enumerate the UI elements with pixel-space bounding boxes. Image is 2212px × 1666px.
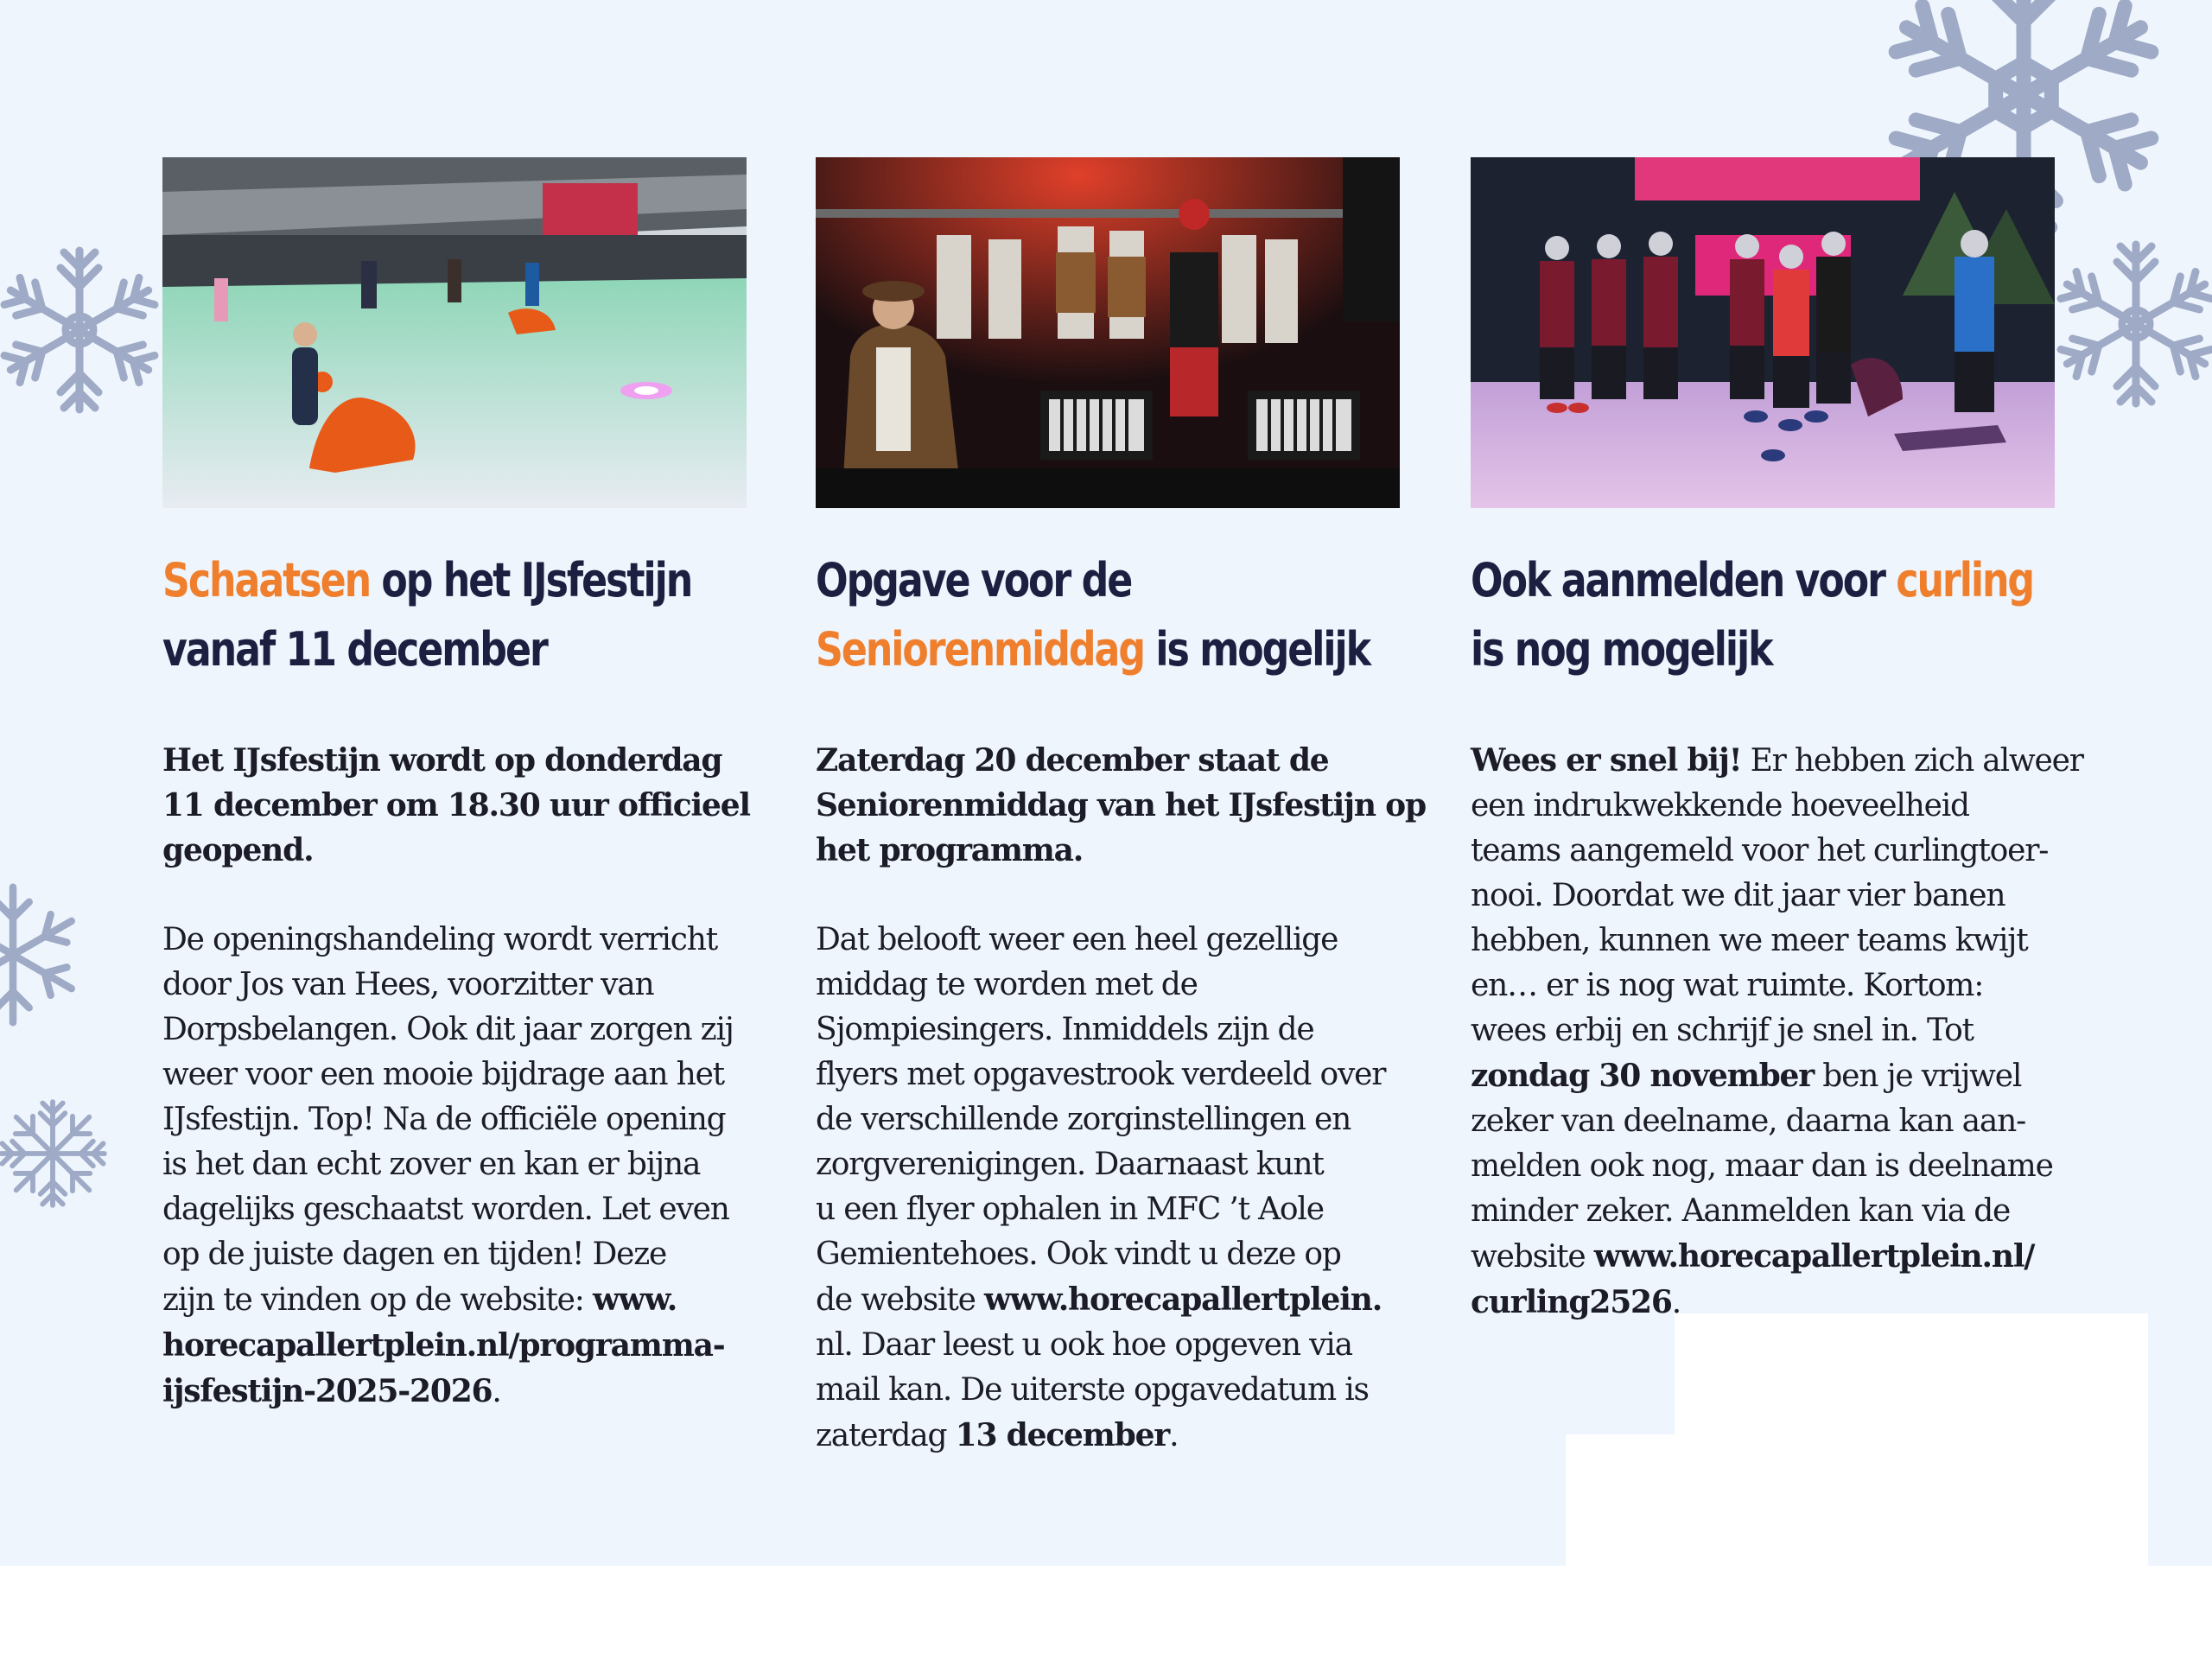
body-line: Dorpsbelangen. Ook dit jaar zorgen zij — [162, 1012, 734, 1047]
website-link[interactable]: horecapallertplein.nl/programma- — [162, 1327, 725, 1364]
body-line: teams aangemeld voor het curlingtoer- — [1471, 833, 2049, 868]
singers-photo — [816, 157, 1400, 508]
headline-highlight: Seniorenmiddag — [816, 622, 1145, 677]
body-line: u een flyer ophalen in MFC ’t Aole — [816, 1192, 1324, 1227]
article-senior-afternoon — [816, 157, 1426, 1459]
body-line: ben je vrijwel — [1814, 1059, 2022, 1094]
body-line: zorgverenigingen. Daarnaast kunt — [816, 1147, 1324, 1182]
body-line: . Daar leest u ook hoe opgeven via — [843, 1327, 1352, 1363]
headline-text: vanaf 11 december — [162, 622, 547, 677]
body-paragraph — [162, 918, 747, 1415]
headline-highlight: Schaatsen — [162, 553, 371, 607]
body-line: Gemientehoes. Ook vindt u deze op — [816, 1237, 1341, 1272]
snowflake-icon — [2050, 233, 2212, 415]
intro-line: 11 december om 18.30 uur officieel — [162, 787, 750, 823]
body-line: flyers met opgavestrook verdeeld over — [816, 1057, 1386, 1092]
blank-area — [1566, 1434, 1738, 1573]
intro-bold: Wees er snel bij! — [1471, 742, 1742, 779]
body-line: IJsfestijn. Top! Na de officiële opening — [162, 1102, 726, 1137]
body-line: de verschillende zorginstellingen en — [816, 1102, 1351, 1137]
article-body — [816, 738, 1426, 1459]
body-line: dagelijks geschaatst worden. Let even — [162, 1192, 729, 1227]
article-body — [162, 738, 750, 1415]
headline-highlight: curling — [1896, 553, 2034, 607]
body-line: middag te worden met de — [816, 967, 1198, 1002]
punctuation: . — [1671, 1285, 1681, 1320]
body-line: nl — [816, 1327, 844, 1363]
body-line: hebben, kunnen we meer teams kwijt — [1471, 923, 2028, 958]
body-line: Dat belooft weer een heel gezellige — [816, 922, 1338, 957]
snowflake-icon — [0, 1097, 109, 1210]
article-body — [1471, 738, 2083, 1326]
website-link[interactable]: ijsfestijn-2025-2026 — [162, 1373, 493, 1409]
body-line: De openingshandeling wordt verricht — [162, 922, 717, 957]
body-line: is het dan echt zover en kan er bijna — [162, 1147, 701, 1182]
body-line: Er hebben zich alweer — [1741, 743, 2083, 779]
body-line: zaterdag — [816, 1418, 956, 1453]
body-line: minder zeker. Aanmelden kan via de — [1471, 1193, 2011, 1229]
intro-line: Het IJsfestijn wordt op donderdag — [162, 742, 722, 779]
punctuation: . — [492, 1374, 501, 1409]
website-link[interactable]: curling2526 — [1471, 1284, 1672, 1320]
body-line: en… er is nog wat ruimte. Kortom: — [1471, 968, 1984, 1003]
intro-line: het programma. — [816, 832, 1084, 868]
body-line: melden ook nog, maar dan is deelname — [1471, 1148, 2053, 1184]
intro-line: Seniorenmiddag van het IJsfestijn op — [816, 787, 1426, 823]
snowflake-icon — [0, 244, 166, 416]
body-line: zeker van deelname, daarna kan aan- — [1471, 1103, 2026, 1139]
blank-area — [1675, 1313, 2148, 1573]
deadline-date: zondag 30 november — [1471, 1058, 1815, 1094]
website-link[interactable]: www.horecapallertplein. — [983, 1281, 1382, 1318]
headline-text: Ook aanmelden voor — [1471, 553, 1897, 607]
curling-photo — [1471, 157, 2055, 508]
intro-paragraph — [816, 738, 1426, 873]
body-line: een indrukwekkende hoeveelheid — [1471, 788, 1969, 823]
headline — [162, 546, 751, 684]
snowflake-icon — [0, 881, 86, 1028]
headline-text: op het IJsfestijn — [370, 553, 692, 607]
headline — [1471, 546, 2059, 684]
body-line: door Jos van Hees, voorzitter van — [162, 967, 654, 1002]
deadline-date: 13 december — [955, 1417, 1170, 1453]
headline — [816, 546, 1404, 684]
body-paragraph — [816, 918, 1400, 1459]
body-line: Sjompiesingers. Inmiddels zijn de — [816, 1012, 1314, 1047]
headline-text: is nog mogelijk — [1471, 622, 1772, 677]
website-link[interactable]: www. — [592, 1281, 677, 1318]
headline-text: Opgave voor de — [816, 553, 1132, 607]
article-curling — [1471, 157, 2083, 1326]
headline-text: is mogelijk — [1144, 622, 1370, 677]
article-skating — [162, 157, 750, 1415]
body-line: nooi. Doordat we dit jaar vier banen — [1471, 878, 2005, 913]
intro-paragraph — [162, 738, 750, 873]
body-line: op de juiste dagen en tijden! Deze — [162, 1237, 667, 1272]
body-line: weer voor een mooie bijdrage aan het — [162, 1057, 724, 1092]
body-line: de website — [816, 1282, 984, 1318]
punctuation: . — [1169, 1418, 1179, 1453]
body-line: website — [1471, 1239, 1594, 1275]
intro-line: Zaterdag 20 december staat de — [816, 742, 1329, 779]
body-paragraph — [1471, 738, 2083, 1326]
website-link[interactable]: www.horecapallertplein.nl/ — [1593, 1238, 2035, 1275]
body-line: wees erbij en schrijf je snel in. Tot — [1471, 1013, 1974, 1048]
body-line: zijn te vinden op de website: — [162, 1282, 593, 1318]
skating-photo — [162, 157, 747, 508]
intro-line: geopend. — [162, 832, 314, 868]
body-line: mail kan. De uiterste opgavedatum is — [816, 1372, 1369, 1408]
